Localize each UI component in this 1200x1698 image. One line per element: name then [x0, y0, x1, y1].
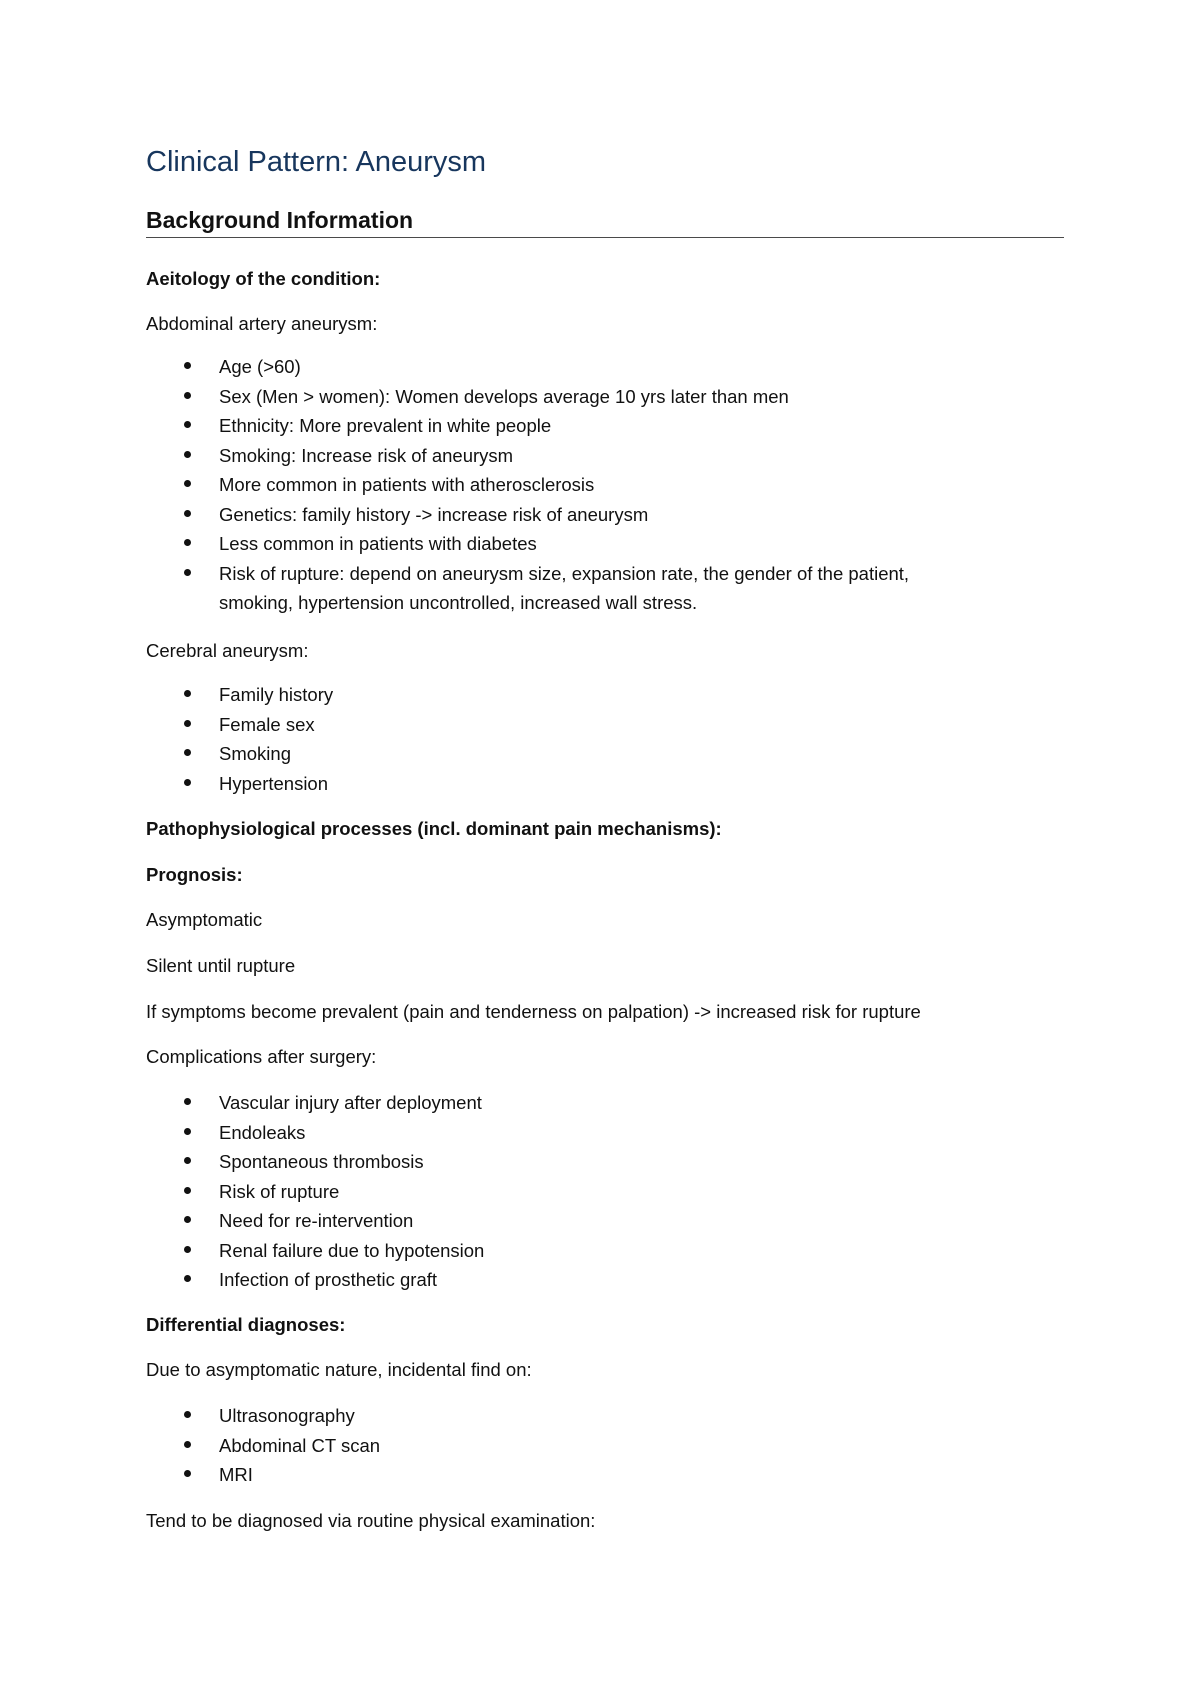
complications-label: Complications after surgery: [146, 1046, 377, 1067]
bullet-icon [184, 510, 191, 517]
list-item: Female sex [146, 710, 333, 740]
aetiology-label: Aeitology of the condition: [146, 268, 381, 289]
list-item: Less common in patients with diabetes [146, 529, 909, 559]
list-item: More common in patients with atherosclerosis [146, 470, 909, 500]
bullet-icon [184, 779, 191, 786]
list-item: Risk of rupture [146, 1177, 484, 1207]
incidental-list [146, 1401, 380, 1490]
bullet-icon [184, 539, 191, 546]
incidental-label: Due to asymptomatic nature, incidental find on: [146, 1359, 532, 1380]
list-item: Spontaneous thrombosis [146, 1147, 484, 1177]
list-item: Sex (Men > women): Women develops average 10 yrs later than men [146, 382, 909, 412]
list-item: Vascular injury after deployment [146, 1088, 484, 1118]
prognosis-label: Prognosis: [146, 864, 243, 885]
bullet-icon [184, 392, 191, 399]
complications-list [146, 1088, 484, 1295]
patho-label: Pathophysiological processes (incl. dominant pain mechanisms): [146, 818, 722, 839]
bullet-icon [184, 480, 191, 487]
document-title: Clinical Pattern: Aneurysm [146, 146, 487, 178]
bullet-icon [184, 1187, 191, 1194]
bullet-icon [184, 1098, 191, 1105]
cerebral-label: Cerebral aneurysm: [146, 640, 309, 661]
list-item: Ultrasonography [146, 1401, 380, 1431]
bullet-icon [184, 720, 191, 727]
list-item: Genetics: family history -> increase risk of aneurysm [146, 500, 909, 530]
list-item: Ethnicity: More prevalent in white people [146, 411, 909, 441]
bullet-icon [184, 1157, 191, 1164]
list-item: Age (>60) [146, 352, 909, 382]
list-item-continuation: smoking, hypertension uncontrolled, increased wall stress. [219, 592, 698, 613]
bullet-icon [184, 1470, 191, 1477]
differential-label: Differential diagnoses: [146, 1314, 346, 1335]
list-item: Smoking: Increase risk of aneurysm [146, 441, 909, 471]
bullet-icon [184, 749, 191, 756]
bullet-icon [184, 690, 191, 697]
section-heading: Background Information [146, 207, 1064, 238]
bullet-icon [184, 1246, 191, 1253]
list-item: Abdominal CT scan [146, 1431, 380, 1461]
list-item: Risk of rupture: depend on aneurysm size, expansion rate, the gender of the patient, smoking, hypertension uncontrolled, increased wall stress. [146, 559, 909, 618]
routine-label: Tend to be diagnosed via routine physical examination: [146, 1510, 596, 1531]
bullet-icon [184, 362, 191, 369]
aaa-list [146, 352, 909, 618]
bullet-icon [184, 421, 191, 428]
list-item: Family history [146, 680, 333, 710]
list-item: MRI [146, 1460, 380, 1490]
list-item: Infection of prosthetic graft [146, 1265, 484, 1295]
list-item: Endoleaks [146, 1118, 484, 1148]
bullet-icon [184, 1275, 191, 1282]
bullet-icon [184, 1441, 191, 1448]
prognosis-line: Asymptomatic [146, 909, 263, 930]
bullet-icon [184, 1128, 191, 1135]
list-item: Hypertension [146, 769, 333, 799]
prognosis-line: If symptoms become prevalent (pain and tenderness on palpation) -> increased risk for rupture [146, 1001, 921, 1022]
list-item: Need for re-intervention [146, 1206, 484, 1236]
bullet-icon [184, 569, 191, 576]
bullet-icon [184, 1411, 191, 1418]
list-item: Smoking [146, 739, 333, 769]
cerebral-list [146, 680, 333, 798]
bullet-icon [184, 1216, 191, 1223]
list-item: Renal failure due to hypotension [146, 1236, 484, 1266]
bullet-icon [184, 451, 191, 458]
aaa-label: Abdominal artery aneurysm: [146, 313, 378, 334]
prognosis-line: Silent until rupture [146, 955, 296, 976]
